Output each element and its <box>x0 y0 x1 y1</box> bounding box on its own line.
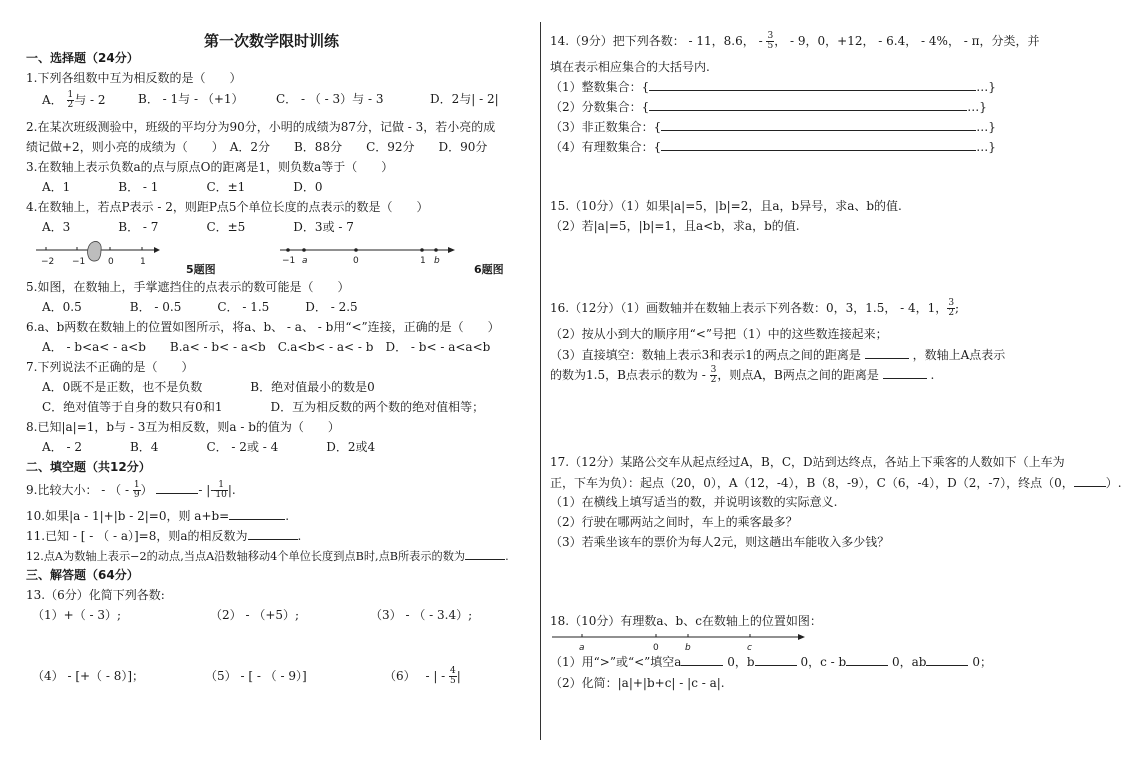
answer-blank[interactable] <box>865 346 909 359</box>
section-solve-heading: 三、解答题（64分） <box>26 568 139 582</box>
question-3: 3.在数轴上表示负数a的点与原点O的距离是1，则负数a等于（ ） <box>26 160 394 174</box>
question-17-line-2: 正，下车为负）：起点（20，0），A（12，-4），B（8，-9），C（6，-4），D（2，-7），终点（0， ）. <box>550 476 1122 490</box>
q1-option-b: B． - 1与 - （+1） <box>138 92 244 106</box>
tick-label-a: a <box>579 643 585 653</box>
question-7-options-ab: A．0既不是正数，也不是负数 B．绝对值最小的数是0 <box>42 380 375 394</box>
tick-label-0: 0 <box>353 256 359 266</box>
tick-label-b: b <box>685 643 691 653</box>
figure-6-number-line <box>276 242 458 266</box>
q1-option-d: D．2与| - 2| <box>430 92 499 106</box>
q14-rational-set: （4）有理数集合：{ …} <box>550 140 996 154</box>
answer-blank[interactable] <box>846 653 888 666</box>
q13-part-3: （3） - （ - 3.4）; <box>370 608 473 622</box>
answer-blank[interactable] <box>229 507 285 520</box>
question-10: 10.如果|a - 1|+|b - 2|=0，则 a+b= . <box>26 509 290 523</box>
question-9: 9.比较大小： - （ - $\frac{1}{9}$ ） - |- $\frac{1}{10}$ |. <box>26 480 236 500</box>
tick-label-neg2: −2 <box>41 257 55 267</box>
question-17-part-3: （3）若乘坐该车的票价为每人2元，则这趟出车能收入多少钱？ <box>550 535 890 549</box>
question-8-options: A． - 2 B．4 C． - 2或 - 4 D．2或4 <box>42 440 376 454</box>
question-13: 13.（6分）化简下列各数: <box>26 588 165 602</box>
q1-option-c: C． - （ - 3）与 - 3 <box>276 92 384 106</box>
point <box>286 248 290 252</box>
figure-5-number-line <box>32 238 162 268</box>
page-title: 第一次数学限时训练 <box>204 32 340 50</box>
figure-18-number-line <box>548 629 810 655</box>
question-2-line-1: 2.在某次班级测验中，班级的平均分为90分，小明的成绩为87分，记做 - 3，若小亮的成 <box>26 120 496 134</box>
answer-blank[interactable] <box>1074 474 1106 487</box>
fraction: $\frac{1}{2}$ <box>67 90 74 110</box>
question-7-options-cd: C．绝对值等于自身的数只有0和1 D．互为相反数的两个数的绝对值相等； <box>42 400 485 414</box>
question-4: 4.在数轴上，若点P表示 - 2，则距P点5个单位长度的点表示的数是（ ） <box>26 200 429 214</box>
question-14-line-1: 14.（9分）把下列各数： - 11，8.6， - $\frac{3}{5}$ ， - 9，0，+12， - 6.4， - 4%， - π，分类，并 <box>550 31 1040 51</box>
question-18-part-2: （2）化简：|a|+|b+c| - |c - a|. <box>550 676 725 690</box>
question-15-part-2: （2）若|a|=5，|b|=1，且a<b，求a，b的值. <box>550 219 800 233</box>
fraction: $\frac{3}{5}$ <box>767 31 774 51</box>
tick-label-0: 0 <box>653 643 659 653</box>
answer-blank[interactable] <box>661 118 976 131</box>
question-2-line-2: 绩记做+2，则小亮的成绩为（ ） A．2分 B．88分 C．92分 D．90分 <box>26 140 488 154</box>
q13-part-1: （1）+（ - 3）; <box>32 608 122 622</box>
answer-blank[interactable] <box>248 527 298 540</box>
q14-fraction-set: （2）分数集合：{ …} <box>550 100 987 114</box>
tick-label-neg1: −1 <box>72 257 86 267</box>
tick-label-0: 0 <box>108 257 114 267</box>
fraction: $\frac{4}{5}$ <box>450 666 456 686</box>
tick-label-1: 1 <box>140 257 146 267</box>
column-divider <box>540 22 541 740</box>
question-18-part-1: （1）用“>”或“<”填空a 0，b 0，c - b 0，ab 0； <box>550 655 992 669</box>
section-choice-heading: 一、选择题（24分） <box>26 51 139 65</box>
answer-blank[interactable] <box>649 98 967 111</box>
answer-blank[interactable] <box>465 547 505 560</box>
axis-arrow <box>798 634 805 640</box>
question-17-part-2: （2）行驶在哪两站之间时，车上的乘客最多？ <box>550 515 798 529</box>
fraction: $\frac{1}{10}$ <box>215 480 227 500</box>
question-16-part-2: （2）按从小到大的顺序用“<”号把（1）中的这些数连接起来； <box>550 327 888 341</box>
question-15-part-1: 15.（10分）（1）如果|a|=5，|b|=2，且a，b异号，求a、b的值. <box>550 199 902 213</box>
q13-part-4: （4） - [+（ - 8）]； <box>32 669 145 683</box>
question-16-part-3b: 的数为1.5，B点表示的数为 - $\frac{3}{2}$ ，则点A，B两点之间的距离是 . <box>550 365 935 385</box>
tick-label-neg1: −1 <box>282 256 296 266</box>
answer-blank[interactable] <box>649 78 976 91</box>
axis-arrow <box>448 247 455 253</box>
question-8: 8.已知|a|=1，b与 - 3互为相反数，则a - b的值为（ ） <box>26 420 340 434</box>
question-1: 1.下列各组数中互为相反数的是（ ） <box>26 71 242 85</box>
tick-label-a: a <box>302 256 308 266</box>
question-17-part-1: （1）在横线上填写适当的数，并说明该数的实际意义. <box>550 495 838 509</box>
point-1 <box>420 248 424 252</box>
answer-blank[interactable] <box>156 481 198 494</box>
point-a <box>302 248 306 252</box>
q13-part-2: （2） - （+5）; <box>210 608 300 622</box>
tick-label-1: 1 <box>420 256 426 266</box>
question-6: 6.a、b两数在数轴上的位置如图所示，将a、b、 - a、 - b用“<”连接，正确的是（ ） <box>26 320 500 334</box>
fraction: $\frac{1}{9}$ <box>133 480 140 500</box>
question-5: 5.如图，在数轴上，手掌遮挡住的点表示的数可能是（ ） <box>26 280 350 294</box>
q1-option-a: A． $\frac{1}{2}$ 与 - 2 <box>42 90 106 110</box>
question-16-part-3a: （3）直接填空：数轴上表示3和表示1的两点之间的距离是 ，数轴上A点表示 <box>550 348 1006 362</box>
fraction: $\frac{3}{2}$ <box>710 365 717 385</box>
question-18: 18.（10分）有理数a、b、c在数轴上的位置如图： <box>550 614 822 628</box>
q13-part-5: （5） - [ - （ - 9）] <box>205 669 307 683</box>
question-3-options: A．1 B． - 1 C．±1 D．0 <box>42 180 323 194</box>
hand-icon <box>88 241 102 261</box>
q14-nonpositive-set: （3）非正数集合：{ …} <box>550 120 996 134</box>
tick-label-c: c <box>747 643 752 653</box>
question-4-options: A．3 B． - 7 C．±5 D．3或 - 7 <box>42 220 354 234</box>
axis-arrow <box>154 247 160 253</box>
question-14-line-2: 填在表示相应集合的大括号内. <box>550 60 710 74</box>
q14-integer-set: （1）整数集合：{ …} <box>550 80 996 94</box>
question-6-options: A． - b<a< - a<b B.a< - b< - a<b C.a<b< - a< - b D． - b< - a<a<b <box>42 340 491 354</box>
question-17-line-1: 17.（12分）某路公交车从起点经过A，B，C，D站到达终点，各站上下乘客的人数如下（上车为 <box>550 455 1065 469</box>
question-11: 11.已知 - [ - （ - a）]=8，则a的相反数为 . <box>26 529 302 543</box>
question-7: 7.下列说法不正确的是（ ） <box>26 360 194 374</box>
figure-6-label: 6题图 <box>474 263 504 276</box>
answer-blank[interactable] <box>661 138 976 151</box>
point-b <box>434 248 438 252</box>
fraction: $\frac{3}{2}$ <box>948 298 955 318</box>
q13-part-6: （6） - | - $\frac{4}{5}$ | <box>384 666 461 686</box>
answer-blank[interactable] <box>926 653 968 666</box>
tick-label-b: b <box>434 256 440 266</box>
answer-blank[interactable] <box>755 653 797 666</box>
answer-blank[interactable] <box>681 653 723 666</box>
figure-5-label: 5题图 <box>186 263 216 276</box>
section-fill-heading: 二、填空题（共12分） <box>26 460 151 474</box>
point-0 <box>354 248 358 252</box>
question-5-options: A．0.5 B． - 0.5 C． - 1.5 D． - 2.5 <box>42 300 358 314</box>
question-1-options <box>42 90 499 110</box>
question-12: 12.点A为数轴上表示−2的动点,当点A沿数轴移动4个单位长度到点B时,点B所表示的数为 . <box>26 547 509 565</box>
answer-blank[interactable] <box>883 366 927 379</box>
question-16-part-1: 16.（12分）（1）画数轴并在数轴上表示下列各数：0，3，1.5， - 4，1， $\frac{3}{2}$ ; <box>550 298 960 318</box>
